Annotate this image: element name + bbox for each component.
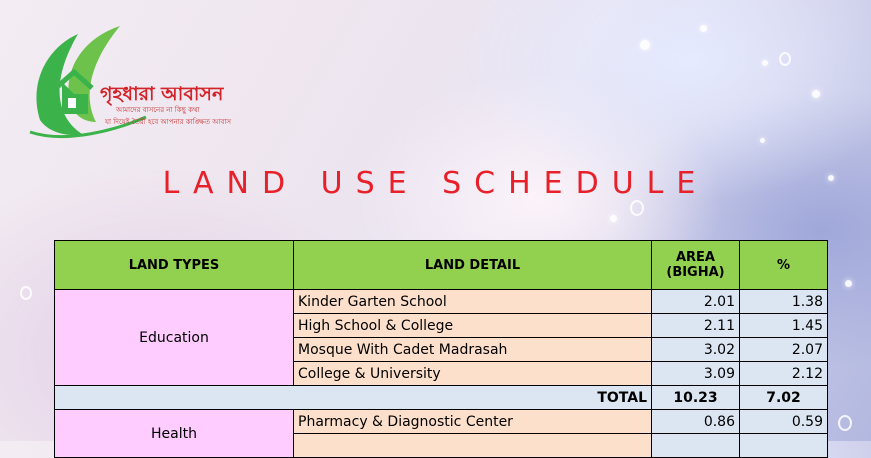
brand-tagline: আমাদের বাসনের না কিছু কথা — [116, 106, 200, 114]
sparkle — [762, 60, 768, 66]
percent-value: 1.45 — [740, 314, 828, 338]
brand-name: গৃহধারা আবাসন — [100, 83, 224, 105]
area-value: 0.86 — [652, 410, 740, 434]
sparkle — [640, 40, 650, 50]
area-value: 2.01 — [652, 290, 740, 314]
area-value: 2.11 — [652, 314, 740, 338]
land-detail — [294, 434, 652, 458]
land-use-table — [54, 240, 828, 458]
area-value — [652, 434, 740, 458]
sparkle — [845, 280, 852, 287]
land-detail: Kinder Garten School — [294, 290, 652, 314]
percent-value: 2.12 — [740, 362, 828, 386]
bubble-ring — [20, 286, 32, 300]
table-row — [55, 290, 828, 314]
sparkle — [812, 90, 820, 98]
percent-value: 2.07 — [740, 338, 828, 362]
land-type-education: Education — [55, 290, 294, 386]
header-land-detail: LAND DETAIL — [294, 241, 652, 290]
sparkle — [700, 25, 707, 32]
total-row — [55, 386, 828, 410]
header-percent: % — [740, 241, 828, 290]
header-area — [652, 241, 740, 290]
land-detail: High School & College — [294, 314, 652, 338]
sparkle — [760, 138, 765, 143]
percent-value: 0.59 — [740, 410, 828, 434]
page-title: LAND USE SCHEDULE — [162, 166, 709, 201]
bubble-ring — [779, 52, 791, 66]
land-type-health: Health — [55, 410, 294, 458]
total-percent: 7.02 — [740, 386, 828, 410]
area-value: 3.02 — [652, 338, 740, 362]
land-detail: Pharmacy & Diagnostic Center — [294, 410, 652, 434]
header-land-types: LAND TYPES — [55, 241, 294, 290]
table-header-row — [55, 241, 828, 290]
header-area-label: AREA — [675, 250, 715, 265]
total-label: TOTAL — [55, 386, 652, 410]
land-detail: College & University — [294, 362, 652, 386]
table-row — [55, 410, 828, 434]
header-area-unit: (BIGHA) — [666, 265, 725, 280]
brand-tagline: যা দিয়েই তৈরী হবে আপনার কাঙ্ক্ষিত আবাস — [105, 118, 231, 126]
bubble-ring — [838, 415, 852, 431]
area-value: 3.09 — [652, 362, 740, 386]
bubble-ring — [630, 200, 644, 216]
total-area: 10.23 — [652, 386, 740, 410]
sparkle — [610, 215, 617, 222]
percent-value: 1.38 — [740, 290, 828, 314]
percent-value — [740, 434, 828, 458]
land-detail: Mosque With Cadet Madrasah — [294, 338, 652, 362]
